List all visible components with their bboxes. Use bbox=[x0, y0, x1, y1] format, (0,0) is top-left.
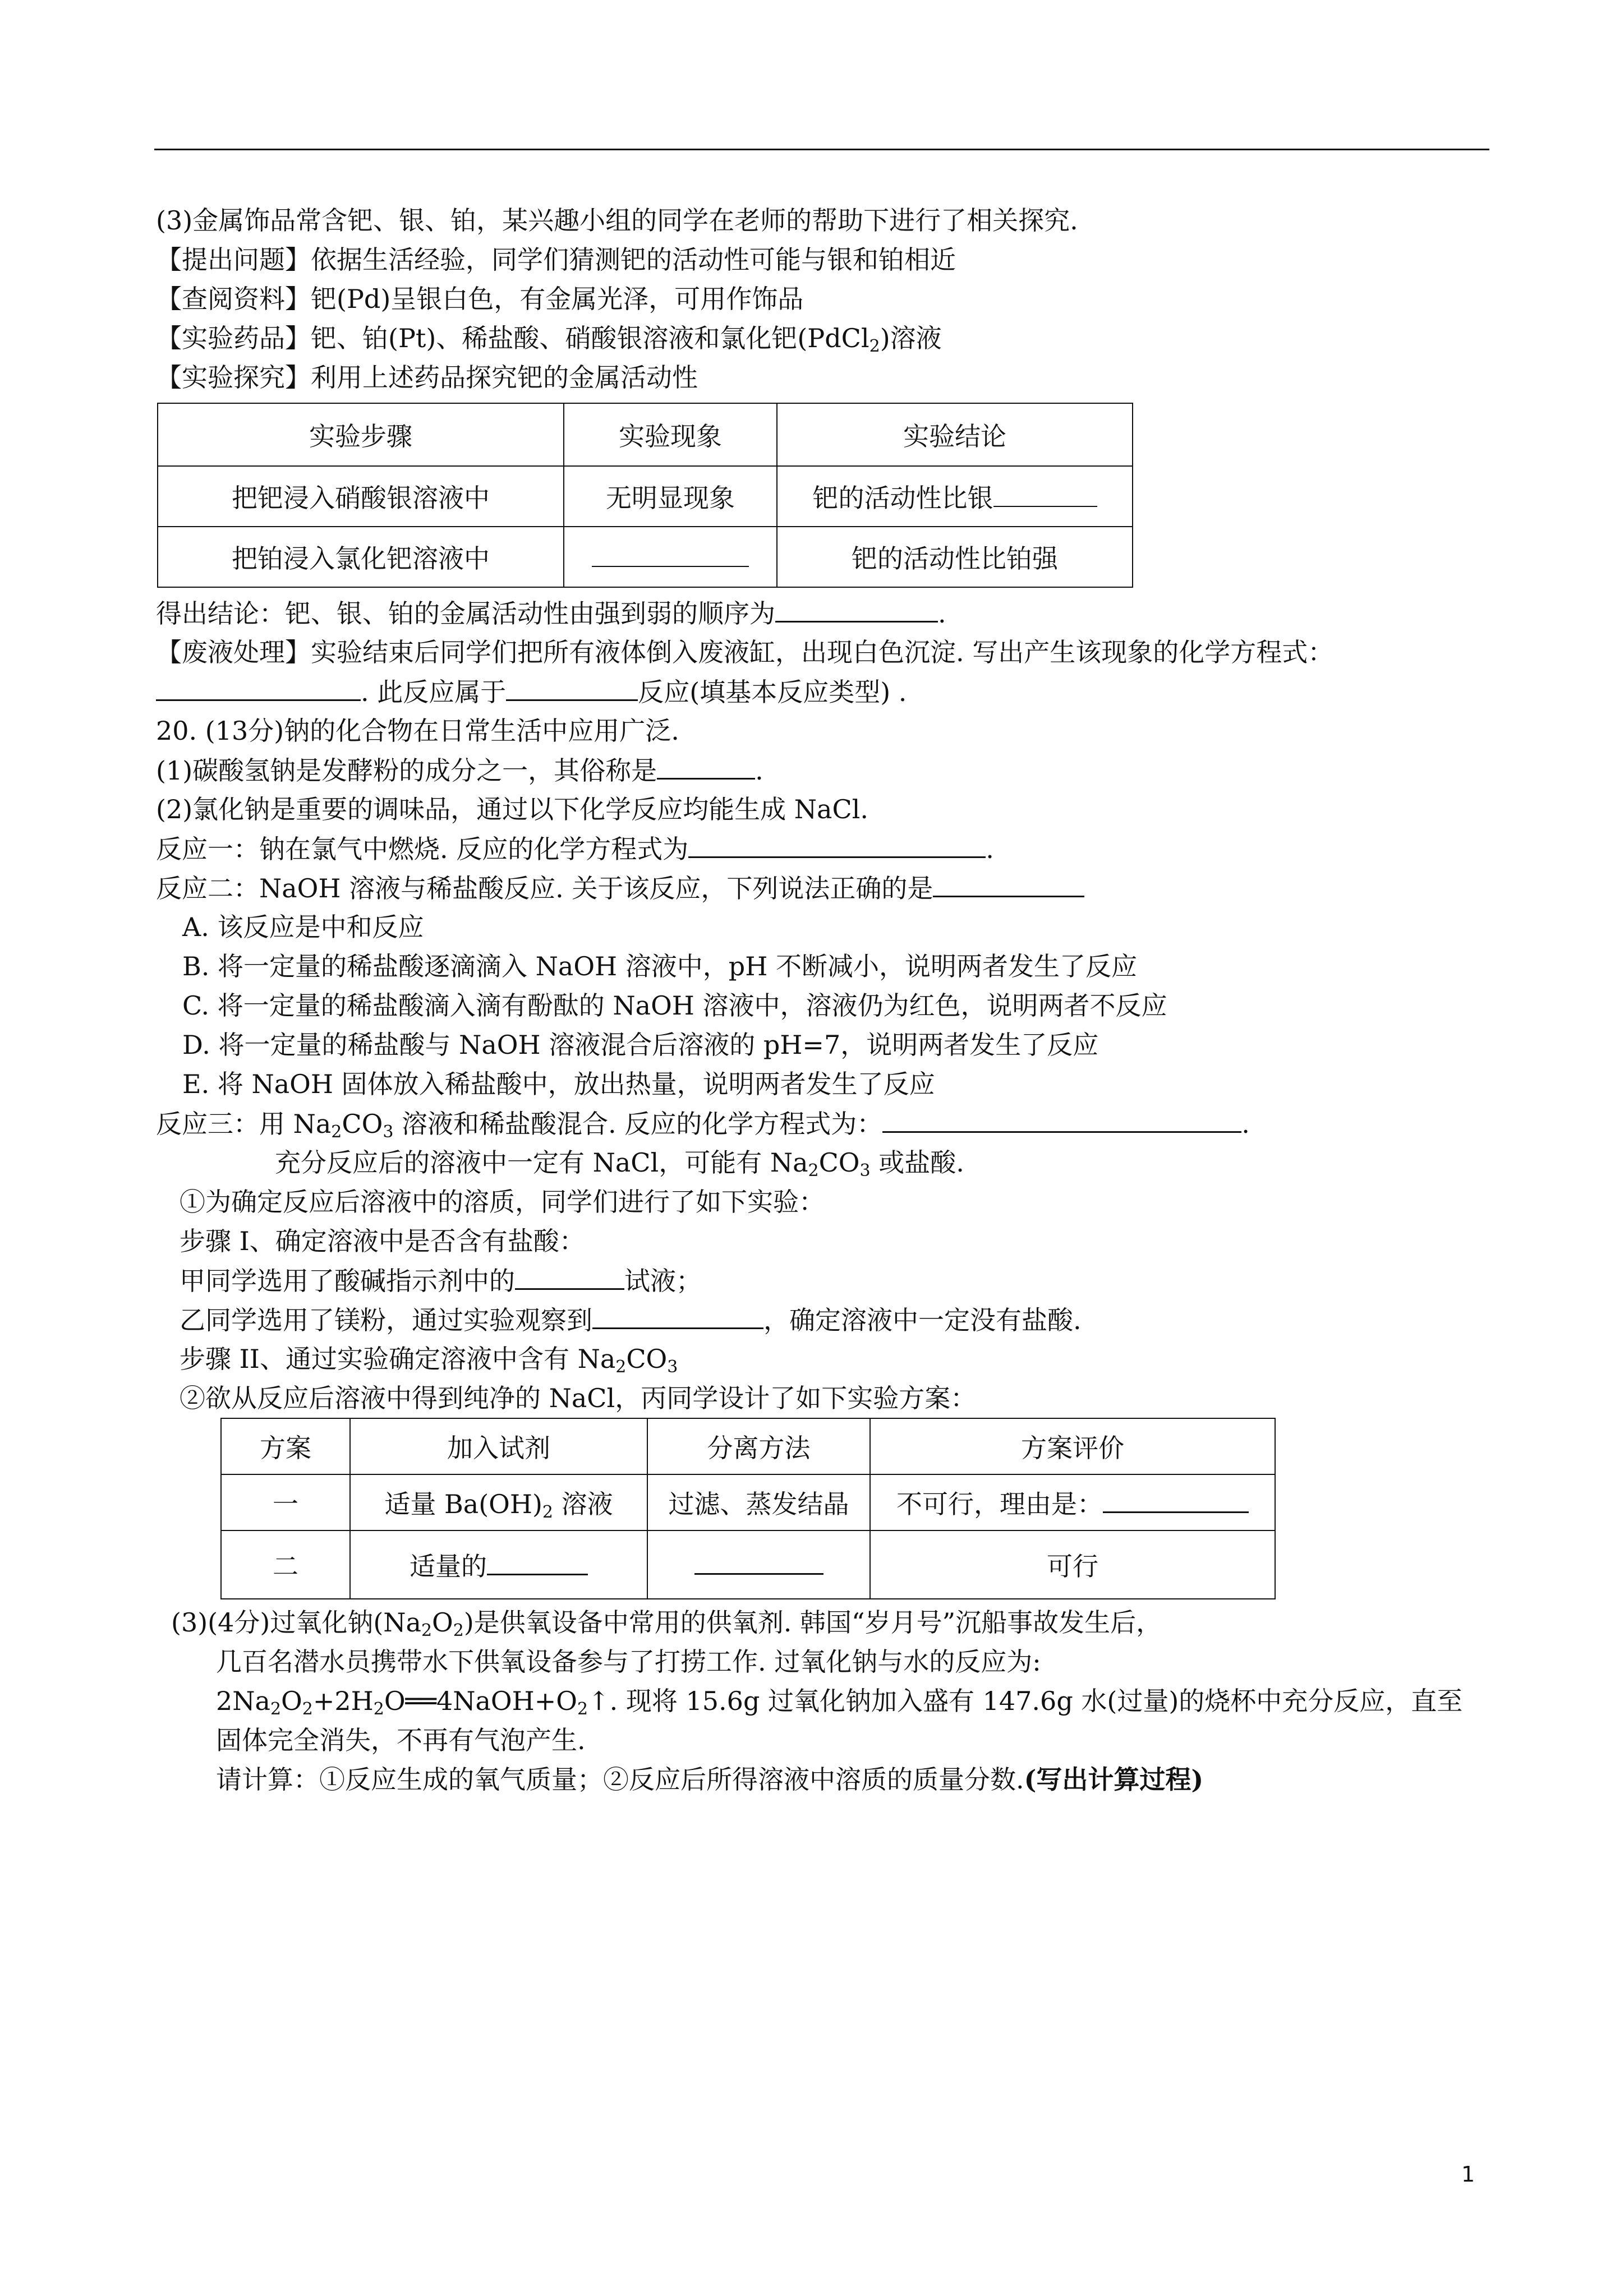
part3-question: 【提出问题】依据生活经验，同学们猜测钯的活动性可能与银和铂相近 bbox=[156, 245, 956, 275]
plan-table bbox=[220, 1418, 1276, 1599]
table-cell: 一 bbox=[221, 1474, 350, 1530]
table-header: 实验结论 bbox=[777, 403, 1133, 466]
q20-yi: 乙同学选用了镁粉，通过实验观察到 ，确定溶液中一定没有盐酸. bbox=[180, 1303, 1082, 1337]
q20-part3-calc: 请计算：①反应生成的氧气质量；②反应后所得溶液中溶质的质量分数.(写出计算过程) bbox=[216, 1764, 1204, 1795]
q20-part3-equation: $2Na_2O_2+2H_2O══4NaOH+O_2↑$. 现将 15.6g 过氧化钠加入盛有 147.6g 水(过量)的烧杯中充分反应，直至 bbox=[216, 1686, 1463, 1719]
experiment-table bbox=[157, 403, 1133, 588]
table-header: 方案评价 bbox=[870, 1418, 1275, 1474]
table-row bbox=[158, 466, 1133, 527]
table-header: 加入试剂 bbox=[350, 1418, 647, 1474]
header-rule bbox=[154, 149, 1489, 150]
q20-part3-line2: 几百名潜水员携带水下供氧设备参与了打捞工作. 过氧化钠与水的反应为: bbox=[216, 1647, 1041, 1677]
option-a: A. 该反应是中和反应 bbox=[182, 912, 424, 942]
q20-reaction2: 反应二：NaOH 溶液与稀盐酸反应. 关于该反应，下列说法正确的是 bbox=[156, 871, 1084, 905]
part3-waste: 【废液处理】实验结束后同学们把所有液体倒入废液缸，出现白色沉淀. 写出产生该现象的化学方程式： bbox=[156, 637, 1334, 667]
table-cell: 二 bbox=[221, 1530, 350, 1599]
table-header: 实验步骤 bbox=[158, 403, 564, 466]
answer-blank[interactable] bbox=[688, 832, 986, 858]
answer-blank[interactable] bbox=[694, 1548, 823, 1575]
q20-step1: 步骤 I、确定溶液中是否含有盐酸： bbox=[180, 1226, 585, 1256]
q20-jia: 甲同学选用了酸碱指示剂中的 试液； bbox=[180, 1264, 702, 1298]
part3-materials-info: 【查阅资料】钯(Pd)呈银白色，有金属光泽，可用作饰品 bbox=[156, 284, 804, 314]
option-c: C. 将一定量的稀盐酸滴入滴有酚酞的 NaOH 溶液中，溶液仍为红色，说明两者不反应 bbox=[182, 990, 1167, 1021]
q20-part3-line4: 固体完全消失，不再有气泡产生. bbox=[216, 1725, 586, 1755]
option-d: D. 将一定量的稀盐酸与 NaOH 溶液混合后溶液的 pH=7，说明两者发生了反应 bbox=[182, 1030, 1099, 1060]
answer-blank[interactable] bbox=[515, 1264, 624, 1290]
q20-reaction3: 反应三：用 $Na_2CO_3$ 溶液和稀盐酸混合. 反应的化学方程式为： . bbox=[156, 1106, 1250, 1141]
answer-blank[interactable] bbox=[993, 481, 1097, 507]
q20-step2: 步骤 II、通过实验确定溶液中含有 $Na_2CO_3$ bbox=[180, 1344, 678, 1377]
table-cell: 可行 bbox=[870, 1530, 1275, 1599]
table-cell: 适量的 bbox=[350, 1530, 647, 1599]
table-cell: 过滤、蒸发结晶 bbox=[647, 1474, 870, 1530]
table-cell: 适量 $Ba(OH)_2$ 溶液 bbox=[350, 1474, 647, 1530]
table-cell: 无明显现象 bbox=[564, 466, 777, 527]
q20-subpart2: ②欲从反应后溶液中得到纯净的 NaCl，丙同学设计了如下实验方案： bbox=[180, 1383, 977, 1413]
answer-blank[interactable] bbox=[882, 1106, 1241, 1133]
table-row bbox=[221, 1474, 1275, 1530]
q20-reaction3-note: 充分反应后的溶液中一定有 NaCl，可能有 $Na_2CO_3$ 或盐酸. bbox=[275, 1147, 964, 1181]
answer-blank[interactable] bbox=[775, 596, 938, 623]
q20-reaction1: 反应一：钠在氯气中燃烧. 反应的化学方程式为 . bbox=[156, 832, 994, 866]
table-cell: 钯的活动性比银 bbox=[777, 466, 1133, 527]
option-b: B. 将一定量的稀盐酸逐滴滴入 NaOH 溶液中，pH 不断减小，说明两者发生了反应 bbox=[182, 951, 1137, 981]
table-row bbox=[158, 527, 1133, 587]
table-header: 实验现象 bbox=[564, 403, 777, 466]
q20-part1: (1)碳酸氢钠是发酵粉的成分之一，其俗称是 . bbox=[156, 753, 763, 787]
part3-conclusion: 得出结论：钯、银、铂的金属活动性由强到弱的顺序为 . bbox=[156, 596, 946, 630]
table-cell: 钯的活动性比铂强 bbox=[777, 527, 1133, 587]
q20-part3: (3)(4分)过氧化钠$(Na_2O_2)$是供氧设备中常用的供氧剂. 韩国“岁月号”沉船事故发生后， bbox=[171, 1607, 1162, 1640]
part3-reagents: 【实验药品】钯、铂(Pt)、稀盐酸、硝酸银溶液和氯化钯(PdCl$_2$)溶液 bbox=[156, 323, 942, 356]
table-cell: 把铂浸入氯化钯溶液中 bbox=[158, 527, 564, 587]
option-e: E. 将 NaOH 固体放入稀盐酸中，放出热量，说明两者发生了反应 bbox=[182, 1069, 935, 1099]
table-cell bbox=[647, 1530, 870, 1599]
answer-blank[interactable] bbox=[933, 871, 1084, 897]
answer-blank[interactable] bbox=[592, 1303, 763, 1329]
q20-title: 20. (13分)钠的化合物在日常生活中应用广泛. bbox=[156, 716, 679, 746]
table-row bbox=[221, 1530, 1275, 1599]
part3-explore: 【实验探究】利用上述药品探究钯的金属活动性 bbox=[156, 362, 698, 393]
q20-subpart1: ①为确定反应后溶液中的溶质，同学们进行了如下实验： bbox=[180, 1187, 825, 1217]
table-cell: 把钯浸入硝酸银溶液中 bbox=[158, 466, 564, 527]
table-cell bbox=[564, 527, 777, 587]
part3-waste-cont: . 此反应属于 反应(填基本反应类型) . bbox=[156, 675, 907, 709]
table-cell: 不可行，理由是： bbox=[870, 1474, 1275, 1530]
answer-blank[interactable] bbox=[657, 753, 755, 780]
table-header: 分离方法 bbox=[647, 1418, 870, 1474]
answer-blank[interactable] bbox=[156, 675, 361, 701]
table-header: 方案 bbox=[221, 1418, 350, 1474]
answer-blank[interactable] bbox=[592, 541, 749, 567]
part3-intro: (3)金属饰品常含钯、银、铂，某兴趣小组的同学在老师的帮助下进行了相关探究. bbox=[156, 205, 1078, 236]
answer-blank[interactable] bbox=[487, 1549, 588, 1575]
page-number: 1 bbox=[1461, 2162, 1475, 2187]
q20-part2: (2)氯化钠是重要的调味品，通过以下化学反应均能生成 NaCl. bbox=[156, 794, 868, 824]
answer-blank[interactable] bbox=[506, 675, 638, 701]
answer-blank[interactable] bbox=[1103, 1487, 1249, 1513]
